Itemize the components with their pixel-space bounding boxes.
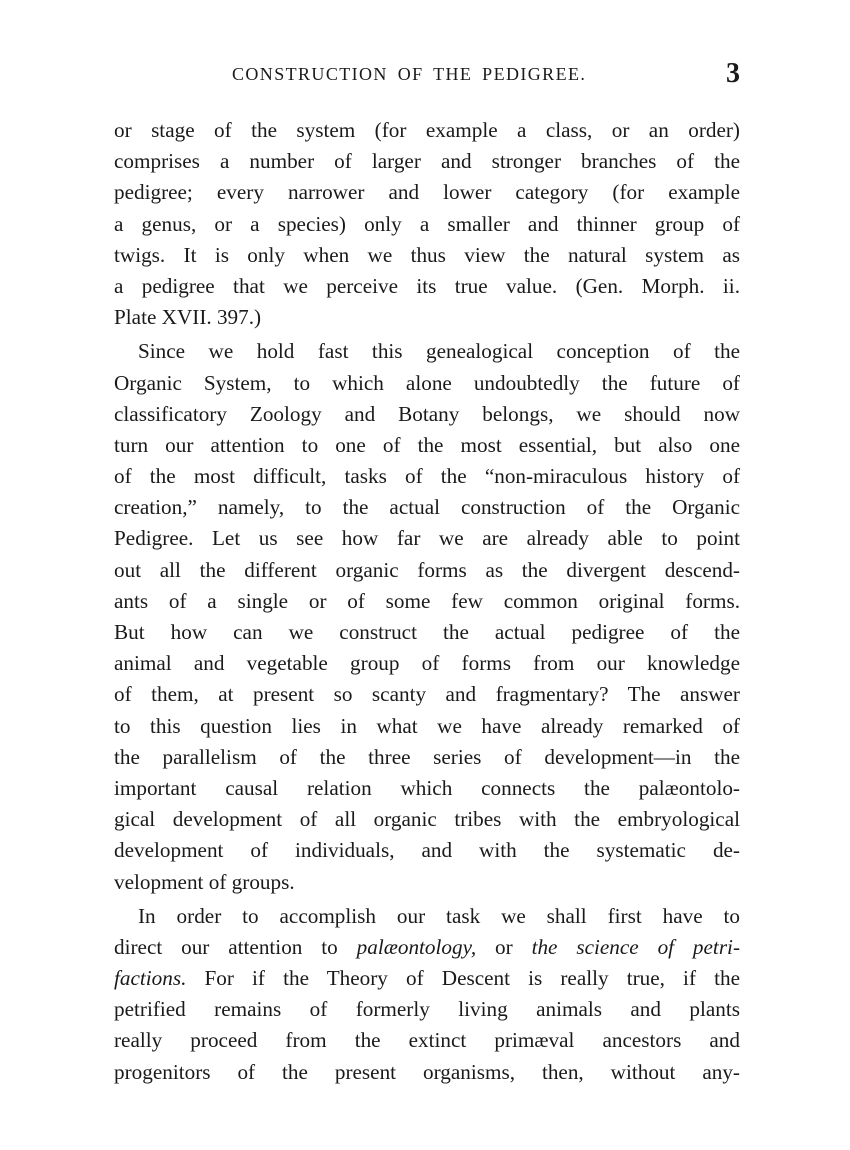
text-line: creation,” namely, to the actual construction of the Organic <box>114 495 740 520</box>
text-line: to this question lies in what we have already remarked of <box>114 713 740 738</box>
text-line: of them, at present so scanty and fragmentary? The answer <box>114 682 740 707</box>
body-text <box>114 115 740 1088</box>
paragraph-2 <box>114 336 740 897</box>
text-line: But how can we construct the actual pedigree of the <box>114 620 740 644</box>
text-line: classificatory Zoology and Botany belongs, we should now <box>114 401 740 426</box>
text-line: or stage of the system (for example a class, or an order) <box>114 118 740 142</box>
text-line: a genus, or a species) only a smaller and thinner group of <box>114 211 740 236</box>
text-run: For if the Theory of Descent is really true, if the <box>186 966 740 991</box>
running-head <box>114 58 740 94</box>
text-line: progenitors of the present organisms, then, without any- <box>114 1059 740 1084</box>
text-line: Pedigree. Let us see how far we are already able to point <box>114 526 740 551</box>
text-line: turn our attention to one of the most essential, but also one <box>114 432 740 457</box>
text-run: or <box>476 934 532 959</box>
text-line: petrified remains of formerly living animals and plants <box>114 997 740 1022</box>
text-line: out all the different organic forms as the divergent descend- <box>114 557 740 582</box>
text-line: velopment of groups. <box>114 869 295 894</box>
text-line: development of individuals, and with the systematic de- <box>114 838 740 863</box>
text-line: comprises a number of larger and stronger branches of the <box>114 149 740 174</box>
running-title: CONSTRUCTION OF THE PEDIGREE. <box>232 64 587 84</box>
text-line: Organic System, to which alone undoubtedly the future of <box>114 370 740 395</box>
italic-term: factions. <box>114 966 187 991</box>
italic-term: the science of petri- <box>531 934 741 959</box>
paragraph-3 <box>114 901 740 1088</box>
page-number: 3 <box>726 58 740 89</box>
text-line: ants of a single or of some few common original forms. <box>114 588 740 613</box>
text-line: animal and vegetable group of forms from our knowledge <box>114 651 740 676</box>
text-line: In order to accomplish our task we shall first have to <box>138 903 740 928</box>
text-line: Plate XVII. 397.) <box>114 305 262 330</box>
text-line <box>114 932 740 963</box>
text-line: pedigree; every narrower and lower category (for example <box>114 180 740 205</box>
text-line: a pedigree that we perceive its true value. (Gen. Morph. ii. <box>114 273 740 298</box>
italic-term: palæontology, <box>356 934 477 959</box>
text-line: gical development of all organic tribes with the embryological <box>114 807 740 832</box>
text-line: important causal relation which connects the palæontolo- <box>114 775 740 800</box>
paragraph-1 <box>114 115 740 333</box>
text-line: twigs. It is only when we thus view the natural system as <box>114 242 740 267</box>
text-line: of the most difficult, tasks of the “non-miraculous history of <box>114 464 740 489</box>
text-line: Since we hold fast this genealogical conception of the <box>138 339 740 364</box>
text-run: direct our attention to <box>114 934 357 959</box>
text-line: really proceed from the extinct primæval ancestors and <box>114 1028 740 1053</box>
text-line: the parallelism of the three series of development—in the <box>114 744 740 769</box>
text-line <box>114 963 740 994</box>
